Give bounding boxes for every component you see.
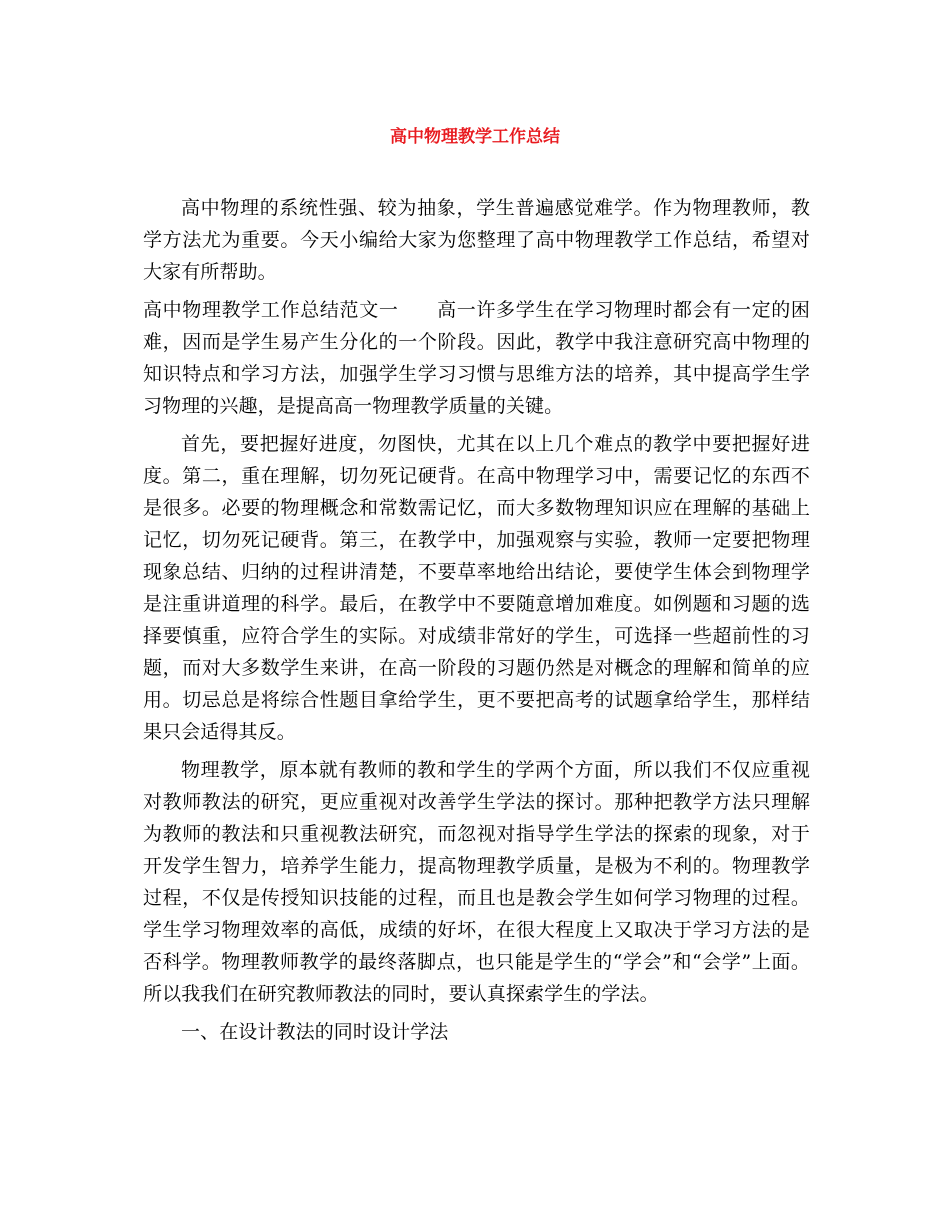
paragraph-progress: 首先，要把握好进度，勿图快，尤其在以上几个难点的教学中要把握好进度。第二，重在理解，切勿死记硬背。在高中物理学习中，需要记忆的东西不是很多。必要的物理概念和常数需记忆，而大多数物理知识应在理解的基础上记忆，切勿死记硬背。第三，在教学中，加强观察与实验，教师一定要把物理现象总结、归纳的过程讲清楚，不要草率地给出结论，要使学生体会到物理学是注重讲道理的科学。最后，在教学中不要随意增加难度。如例题和习题的选择要慎重，应符合学生的实际。对成绩非常好的学生，可选择一些超前性的习题，而对大多数学生来讲，在高一阶段的习题仍然是对概念的理解和简单的应用。切忌总是将综合性题目拿给学生，更不要把高考的试题拿给学生，那样结果只会适得其反。: [143, 433, 810, 743]
sample-text: 高一许多学生在学习物理时都会有一定的困难，因而是学生易产生分化的一个阶段。因此，教学中我注意研究高中物理的知识特点和学习方法，加强学生学习习惯与思维方法的培养，其中提高学生学习物理的兴趣，是提高高一物理教学质量的关键。: [143, 299, 810, 417]
paragraph-intro: 高中物理的系统性强、较为抽象，学生普遍感觉难学。作为物理教师，教学方法尤为重要。今天小编给大家为您整理了高中物理教学工作总结，希望对大家有所帮助。: [143, 197, 810, 283]
document-title: 高中物理教学工作总结: [390, 127, 560, 147]
sample-heading: 高中物理教学工作总结范文一: [143, 299, 399, 321]
document-body: [143, 192, 810, 1054]
section-heading-one: 一、在设计教法的同时设计学法: [181, 1021, 449, 1043]
paragraph-methods: 物理教学，原本就有教师的教和学生的学两个方面，所以我们不仅应重视对教师教法的研究，更应重视对改善学生学法的探讨。那种把教学方法只理解为教师的教法和只重视教法研究，而忽视对指导学生学法的探索的现象，对于开发学生智力，培养学生能力，提高物理教学质量，是极为不利的。物理教学过程，不仅是传授知识技能的过程，而且也是教会学生如何学习物理的过程。学生学习物理效率的高低，成绩的好坏，在很大程度上又取决于学习方法的是否科学。物理教师教学的最终落脚点，也只能是学生的“学会”和“会学”上面。所以我我们在研究教师教法的同时，要认真探索学生的学法。: [143, 759, 810, 1005]
paragraph-sample: [143, 294, 810, 422]
